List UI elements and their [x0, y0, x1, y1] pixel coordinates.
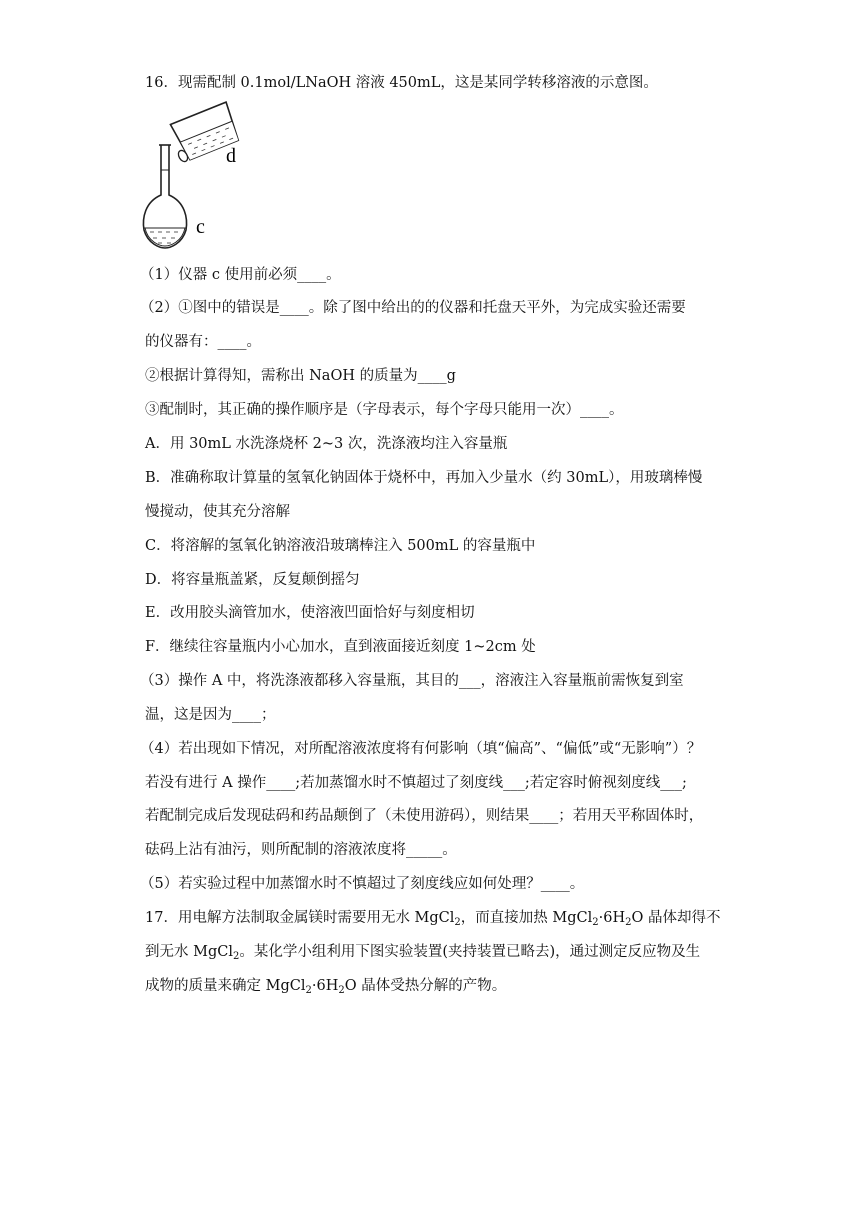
- q16-option-b-line2: 慢搅动，使其充分溶解: [145, 504, 290, 520]
- q16-option-e: E．改用胶头滴管加水，使溶液凹面恰好与刻度相切: [145, 605, 475, 621]
- q16-option-c: C．将溶解的氢氧化钠溶液沿玻璃棒注入 500mL 的容量瓶中: [145, 538, 536, 554]
- label-d: d: [226, 145, 236, 167]
- q16-part2-line2: 的仪器有：____。: [145, 334, 261, 350]
- q16-part4-line2: 若没有进行 A 操作____;若加蒸馏水时不慎超过了刻度线___;若定容时俯视刻度线___;: [145, 775, 687, 791]
- q16-part3-line2: 温，这是因为____；: [145, 707, 276, 723]
- q16-part4-line4: 砝码上沾有油污，则所配制的溶液浓度将_____。: [145, 842, 457, 858]
- q17-line3: 成物的质量来确定 $MgCl_2\cdot 6H_2O$ 晶体受热分解的产物。: [145, 978, 507, 996]
- q16-option-d: D．将容量瓶盖紧，反复颠倒摇匀: [145, 572, 360, 588]
- q17-line1: 17．用电解方法制取金属镁时需要用无水 MgCl$_2$，而直接加热 $MgCl_2\cdot 6H_2O$ 晶体却得不: [145, 910, 721, 928]
- q16-part3-line1: （3）操作 A 中，将洗涤液都移入容量瓶，其目的___，溶液注入容量瓶前需恢复到室: [140, 673, 684, 689]
- q16-part2-line1: （2）①图中的错误是____。除了图中给出的的仪器和托盘天平外，为完成实验还需要: [140, 300, 686, 316]
- q16-stem: 16．现需配制 0.1mol/LNaOH 溶液 450mL，这是某同学转移溶液的示意图。: [145, 75, 658, 91]
- q16-part4-line1: （4）若出现如下情况，对所配溶液浓度将有何影响（填“偏高”、“偏低”或“无影响”）？: [140, 741, 702, 757]
- q17-line2: 到无水 MgCl$_2$。某化学小组利用下图实验装置(夹持装置已略去)，通过测定反应物及生: [145, 944, 701, 962]
- q16-part2-order: ③配制时，其正确的操作顺序是（字母表示，每个字母只能用一次）____。: [145, 402, 624, 418]
- q16-option-a: A．用 30mL 水洗涤烧杯 2~3 次，洗涤液均注入容量瓶: [145, 436, 508, 452]
- q16-option-f: F．继续往容量瓶内小心加水，直到液面接近刻度 1~2cm 处: [145, 639, 536, 655]
- q16-option-b-line1: B．准确称取计算量的氢氧化钠固体于烧杯中，再加入少量水（约 30mL），用玻璃棒慢: [145, 470, 703, 486]
- volumetric-flask-c-icon: [143, 145, 186, 248]
- q16-part1: （1）仪器 c 使用前必须____。: [140, 267, 341, 283]
- volumetric-flask-transfer-figure: [140, 100, 250, 250]
- q16-part2-mass: ②根据计算得知，需称出 NaOH 的质量为____g: [145, 368, 456, 384]
- label-c: c: [196, 216, 205, 238]
- q16-part4-line3: 若配制完成后发现砝码和药品颠倒了（未使用游码），则结果____；若用天平称固体时，: [145, 808, 704, 824]
- q16-part5: （5）若实验过程中加蒸馏水时不慎超过了刻度线应如何处理？____。: [140, 876, 585, 892]
